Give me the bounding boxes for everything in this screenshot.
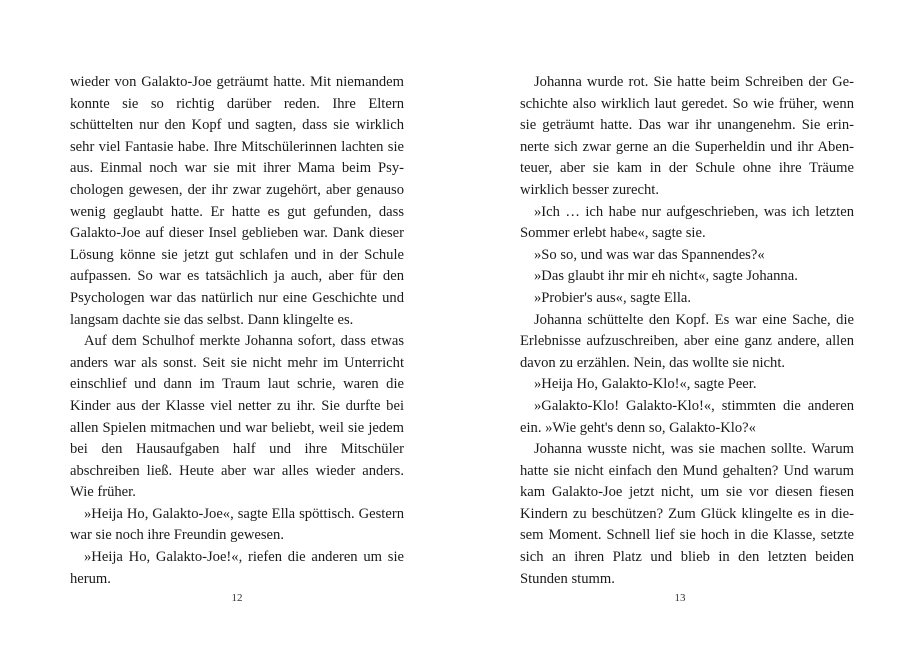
right-paragraph-5: »Probier's aus«, sagte Ella. — [534, 289, 692, 306]
right-paragraph-7: »Heija Ho, Galakto-Klo!«, sagte Peer. — [534, 376, 757, 393]
left-paragraph-4: »Heija Ho, Galakto-Joe!«, riefen die anderen um sie herum. — [70, 549, 404, 587]
right-page-number: 13 — [674, 592, 686, 604]
right-paragraph-1: Johanna wurde rot. Sie hatte beim Schreiben der Geschichte also wirklich laut geredet. So wie früher, wenn sie geträumt hatte. Das war ihr unangenehm. Sie erinnerte sich zwar gerne an die Superheldin und ihr Abenteuer, aber sie kam in der Schule ohne ihre Träume wirklich besser zurecht. — [520, 74, 854, 198]
right-page — [520, 72, 854, 590]
right-paragraph-6: Johanna schüttelte den Kopf. Es war eine Sache, die Erlebnisse aufzuschreiben, aber eine ganz andere, allen davon zu erzählen. Nein, das wollte sie nicht. — [520, 311, 854, 371]
right-paragraph-2: »Ich … ich habe nur aufgeschrieben, was ich letzten Sommer erlebt habe«, sagte sie. — [520, 203, 854, 242]
left-page — [70, 72, 404, 590]
right-paragraph-8: »Galakto-Klo! Galakto-Klo!«, stimmten die anderen ein. »Wie geht's denn so, Galakto-Klo?« — [520, 397, 854, 436]
left-paragraph-3: »Heija Ho, Galakto-Joe«, sagte Ella spöttisch. Gestern war sie noch ihre Freundin gewesen. — [70, 505, 404, 544]
left-paragraph-2: Auf dem Schulhof merkte Johanna sofort, dass etwas anders war als sonst. Seit sie nicht mehr im Unterricht einschlief und dann im Traum laut schrie, waren die Kinder aus der Klasse viel netter zu ihr. Sie durfte bei allen Spielen mitmachen und war beliebt, weil sie jedem bei den Hausaufgaben half und ihre Mitschüler abschreiben ließ. Heute aber war alles wieder anders. Wie früher. — [70, 333, 404, 501]
left-paragraph-1: wieder von Galakto-Joe geträumt hatte. Mit niemandem konnte sie so richtig darüber reden. Ihre Eltern schüttelten nur den Kopf und sagten, dass sie wirklich sehr viel Fantasie habe. Ihre Mitschülerinnen lachten sie aus. Einmal noch war sie mit ihrer Mama beim Psychologen gewesen, der ihr zwar zugehört, aber genauso wenig geglaubt hatte. Er hatte es gut gefunden, dass Galakto-Joe auf dieser Insel geblieben war. Dank dieser Lösung könne sie jetzt gut schlafen und in der Schule aufpassen. So war es tatsächlich ja auch, aber für den Psychologen war das natürlich nur eine Geschichte und langsam dachte sie das selbst. Dann klingelte es. — [70, 74, 404, 328]
right-paragraph-4: »Das glaubt ihr mir eh nicht«, sagte Johanna. — [534, 268, 798, 285]
right-paragraph-3: »So so, und was war das Spannendes?« — [534, 246, 765, 263]
left-page-number: 12 — [231, 592, 243, 604]
right-paragraph-9: Johanna wusste nicht, was sie machen sollte. Warum hatte sie nicht einfach den Mund gehalten? Und warum kam Galakto-Joe jetzt nicht, um sie vor diesen fiesen Kindern zu beschützen? Zum Glück klingelte es in diesem Moment. Schnell lief sie hoch in die Klasse, setzte sich an ihren Platz und blieb in den letzten beiden Stunden stumm. — [520, 441, 854, 587]
